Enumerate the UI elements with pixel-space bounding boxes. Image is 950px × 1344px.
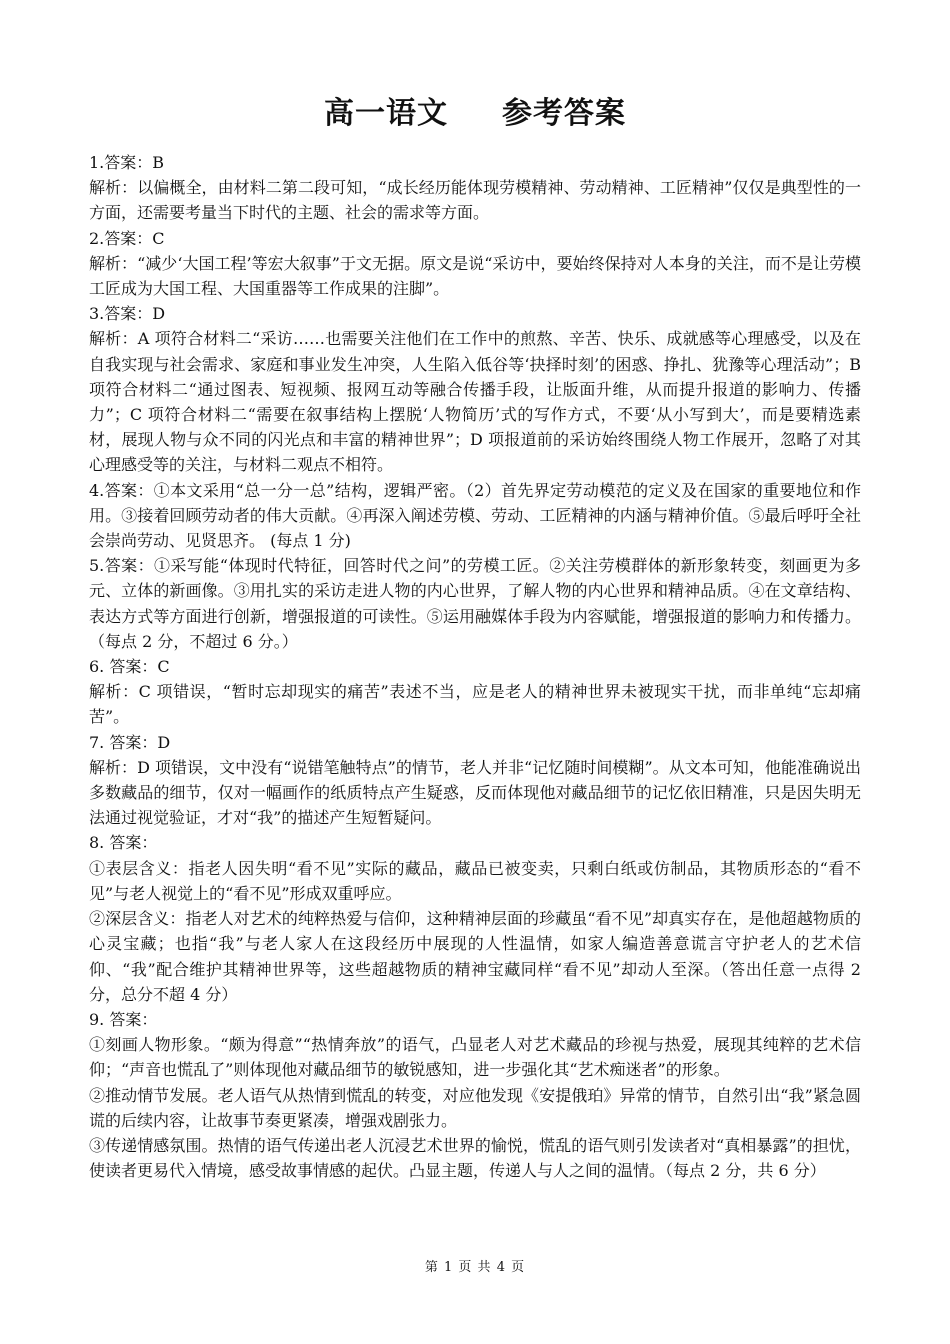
answer-line: 9. 答案： [89,1009,158,1029]
answer-line: 6. 答案：C [89,657,170,677]
answer-content [89,150,861,1183]
answer-line: 解析：A 项符合材料二“采访……也需要关注他们在工作中的煎熬、辛苦、快乐、成就感等心理感受，以及在自我实现与社会需求、家庭和事业发生冲突，人生陷入低谷等‘抉择时刻’的困惑、挣扎、犹豫等心理活动”；B 项符合材料二“通过图表、短视频、报网互动等融合传播手段，让版面升维，从而提升报道的影响力、传播力”；C 项符合材料二“需要在叙事结构上摆脱‘人物简历’式的写作方式，不要‘从小写到大’，而是要精选素材，展现人物与众不同的闪光点和丰富的精神世界”；D 项报道前的采访始终围绕人物工作展开，忽略了对其心理感受等的关注，与材料二观点不相符。 [89,329,861,475]
answer-line: 解析：C 项错误，“暂时忘却现实的痛苦”表述不当，应是老人的精神世界未被现实干扰，而非单纯“忘却痛苦”。 [89,682,861,727]
answer-line: ②推动情节发展。老人语气从热情到慌乱的转变，对应他发现《安提俄珀》异常的情节，自然引出“我”紧急圆谎的后续内容，让故事节奏更紧凑，增强戏剧张力。 [89,1085,861,1130]
answer-line: ③传递情感氛围。热情的语气传递出老人沉浸艺术世界的愉悦，慌乱的语气则引发读者对“真相暴露”的担忧，使读者更易代入情境，感受故事情感的起伏。凸显主题，传递人与人之间的温情。（每点 2 分，共 6 分） [89,1135,861,1181]
answer-line: 7. 答案：D [89,732,171,752]
answer-line: ②深层含义：指老人对艺术的纯粹热爱与信仰，这种精神层面的珍藏虽“看不见”却真实存在，是他超越物质的心灵宝藏；也指“我”与老人家人在这段经历中展现的人性温情，如家人编造善意谎言守护老人的艺术信仰、“我”配合维护其精神世界等，这些超越物质的精神宝藏同样“看不见”却动人至深。（答出任意一点得 2 分，总分不超 4 分） [89,909,861,1004]
answer-line: 解析：D 项错误，文中没有“说错笔触特点”的情节，老人并非“记忆随时间模糊”。从文本可知，他能准确说出多数藏品的细节，仅对一幅画作的纸质特点产生疑惑，反而体现他对藏品细节的记忆依旧精准，只是因失明无法通过视觉验证，才对“我”的描述产生短暂疑问。 [89,757,861,828]
page-title [0,88,950,132]
answer-line: ①表层含义：指老人因失明“看不见”实际的藏品，藏品已被变卖，只剩白纸或仿制品，其物质形态的“看不见”与老人视觉上的“看不见”形成双重呼应。 [89,858,861,903]
answer-line: 5.答案：①采写能“体现时代特征，回答时代之问”的劳模工匠。②关注劳模群体的新形象转变，刻画更为多元、立体的新画像。③用扎实的采访走进人物的内心世界，了解人物的内心世界和精神品质。④在文章结构、表达方式等方面进行创新，增强报道的可读性。⑤运用融媒体手段为内容赋能，增强报道的影响力和传播力。（每点 2 分，不超过 6 分。） [89,556,861,651]
answer-line: 1.答案：B [89,153,165,172]
answer-line: 8. 答案： [89,833,158,853]
answer-line: 4.答案：①本文采用“总一分一总”结构，逻辑严密。（2）首先界定劳动模范的定义及在国家的重要地位和作用。③接着回顾劳动者的伟大贡献。④再深入阐述劳模、劳动、工匠精神的内涵与精神价值。⑤最后呼吁全社会崇尚劳动、见贤思齐。 (每点 1 分) [89,480,861,551]
title-subject: 高一语文 [324,96,448,131]
answer-line: ①刻画人物形象。“颇为得意”“热情奔放”的语气，凸显老人对艺术藏品的珍视与热爱，展现其纯粹的艺术信仰；“声音也慌乱了”则体现他对藏品细节的敏锐感知，进一步强化其“艺术痴迷者”的形象。 [89,1035,861,1080]
answer-line: 解析：“减少‘大国工程’等宏大叙事”于文无据。原文是说“采访中，要始终保持对人本身的关注，而不是让劳模工匠成为大国工程、大国重器等工作成果的注脚”。 [89,253,861,299]
answer-line: 解析：以偏概全，由材料二第二段可知，“成长经历能体现劳模精神、劳动精神、工匠精神”仅仅是典型性的一方面，还需要考量当下时代的主题、社会的需求等方面。 [89,178,861,223]
answer-line: 2.答案：C [89,228,165,248]
answer-line: 3.答案：D [89,304,166,324]
title-answer: 参考答案 [502,96,626,131]
page-footer: 第 1 页 共 4 页 [424,1260,526,1275]
